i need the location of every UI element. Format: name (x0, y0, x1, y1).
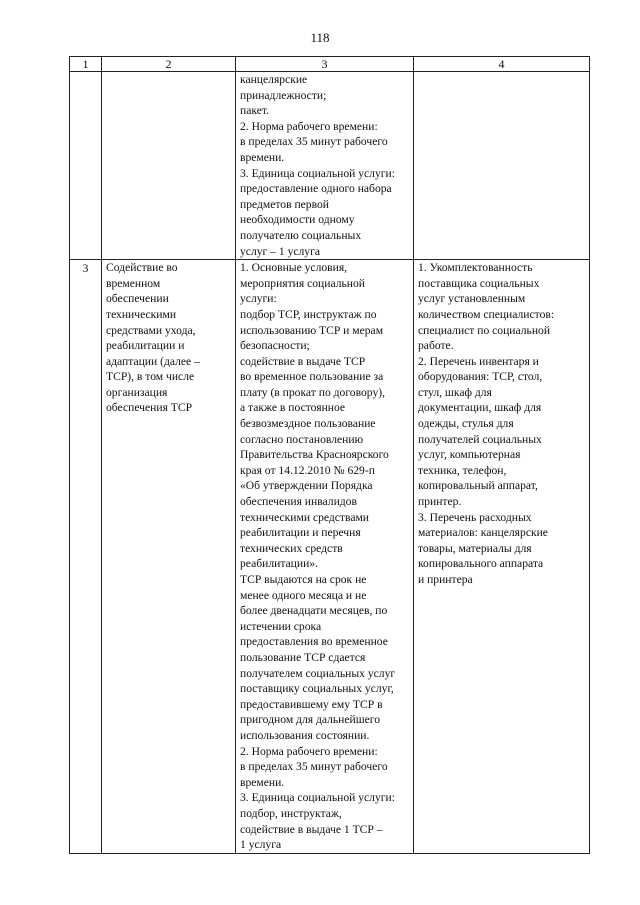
continuation-col2 (102, 72, 236, 260)
text-line: принадлежности; (240, 88, 327, 102)
text-line: услуг – 1 услуга (240, 244, 320, 258)
text-line: предметов первой (240, 197, 330, 211)
text-line: временном (106, 276, 161, 290)
text-line: услуги: (240, 292, 277, 306)
continuation-col4 (414, 72, 590, 260)
text-line: товары, материалы для (418, 541, 532, 555)
text-line: и принтера (418, 573, 473, 586)
service-description-cell (236, 260, 414, 854)
text-line: предоставившему ему ТСР в (240, 697, 383, 711)
text-line: услуг установленным (418, 292, 526, 306)
text-line: технических средств (240, 541, 343, 555)
text-line: менее одного месяца и не (240, 588, 367, 602)
text-line: поставщику социальных услуг, (240, 682, 394, 696)
text-line: подбор ТСР, инструктаж по (240, 307, 377, 321)
text-line: принтер. (418, 495, 462, 509)
text-line: получателю социальных (240, 228, 362, 242)
service-name-cell (102, 260, 236, 854)
text-line: ТСР выдаются на срок не (240, 573, 367, 586)
text-line: ТСР), в том числе (106, 370, 195, 384)
text-line: использования состоянии. (240, 728, 370, 742)
text-line: времени. (240, 150, 285, 164)
text-line: в пределах 35 минут рабочего (240, 760, 388, 774)
text-line: безвозмездное пользование (240, 417, 376, 431)
text-line: пакет. (240, 104, 269, 118)
text-line: техническими (106, 307, 177, 321)
text-line: копировальный аппарат, (418, 479, 538, 493)
text-line: поставщика социальных (418, 276, 540, 290)
page-number: 118 (310, 30, 330, 45)
text-line: специалист по социальной (418, 323, 551, 337)
text-line: использованию ТСР и мерам (240, 323, 384, 337)
row-number: 3 (70, 260, 102, 854)
text-line: обеспечении (106, 292, 169, 306)
text-line: 2. Норма рабочего времени: (240, 744, 378, 758)
text-line: 2. Норма рабочего времени: (240, 119, 378, 133)
text-line: пригодном для дальнейшего (240, 713, 381, 727)
text-line: адаптации (далее – (106, 354, 200, 368)
text-line: техническими средствами (240, 510, 370, 524)
text-line: 1. Укомплектованность (418, 261, 533, 275)
table-row-continuation (70, 72, 590, 260)
text-line: во временное пользование за (240, 370, 384, 384)
text-line: количеством специалистов: (418, 307, 555, 321)
text-line: «Об утверждении Порядка (240, 479, 373, 493)
service-conditions-cell (414, 260, 590, 854)
continuation-col3 (236, 72, 414, 260)
table-row-3 (70, 260, 590, 854)
text-line: реабилитации и (106, 339, 185, 353)
text-line: стул, шкаф для (418, 385, 492, 399)
text-line: 1. Основные условия, (240, 261, 348, 275)
header-cell-2: 2 (102, 57, 236, 72)
text-line: Правительства Красноярского (240, 448, 389, 462)
text-line: Содействие во (106, 261, 178, 275)
text-line: организация (106, 385, 168, 399)
header-cell-4: 4 (414, 57, 590, 72)
text-line: средствами ухода, (106, 323, 196, 337)
text-line: материалов: канцелярские (418, 526, 548, 540)
text-line: обеспечения ТСР (106, 401, 193, 415)
text-line: 3. Перечень расходных (418, 510, 532, 524)
table-header-row (70, 57, 590, 72)
header-cell-1: 1 (70, 57, 102, 72)
text-line: получателем социальных услуг (240, 666, 396, 680)
text-line: 3. Единица социальной услуги: (240, 166, 395, 180)
text-line: одежды, стулья для (418, 417, 514, 431)
text-line: документации, шкаф для (418, 401, 542, 415)
text-line: пользование ТСР сдается (240, 650, 366, 664)
text-line: более двенадцати месяцев, по (240, 604, 388, 618)
text-line: времени. (240, 775, 285, 789)
text-line: содействие в выдаче ТСР (240, 354, 366, 368)
text-line: а также в постоянное (240, 401, 346, 415)
header-cell-3: 3 (236, 57, 414, 72)
text-line: 3. Единица социальной услуги: (240, 791, 395, 805)
text-line: работе. (418, 339, 454, 353)
text-line: 2. Перечень инвентаря и (418, 354, 539, 368)
text-line: края от 14.12.2010 № 629-п (240, 463, 375, 477)
continuation-col1 (70, 72, 102, 260)
text-line: подбор, инструктаж, (240, 806, 342, 820)
text-line: получателей социальных (418, 432, 542, 446)
text-line: в пределах 35 минут рабочего (240, 135, 388, 149)
text-line: услуг, компьютерная (418, 448, 521, 462)
text-line: 1 услуга (240, 838, 282, 852)
text-line: оборудования: ТСР, стол, (418, 370, 543, 384)
text-line: плату (в прокат по договору), (240, 385, 385, 399)
text-line: безопасности; (240, 339, 310, 353)
text-line: предоставление одного набора (240, 182, 392, 196)
text-line: необходимости одному (240, 213, 355, 227)
text-line: обеспечения инвалидов (240, 495, 357, 509)
text-line: копировального аппарата (418, 557, 544, 571)
text-line: предоставления во временное (240, 635, 388, 649)
text-line: реабилитации». (240, 557, 318, 571)
text-line: согласно постановлению (240, 432, 364, 446)
text-line: мероприятия социальной (240, 276, 365, 290)
text-line: содействие в выдаче 1 ТСР – (240, 822, 383, 836)
text-line: истечении срока (240, 619, 322, 633)
text-line: техника, телефон, (418, 463, 507, 477)
text-line: реабилитации и перечня (240, 526, 361, 540)
services-table (69, 56, 590, 854)
text-line: канцелярские (240, 73, 308, 86)
